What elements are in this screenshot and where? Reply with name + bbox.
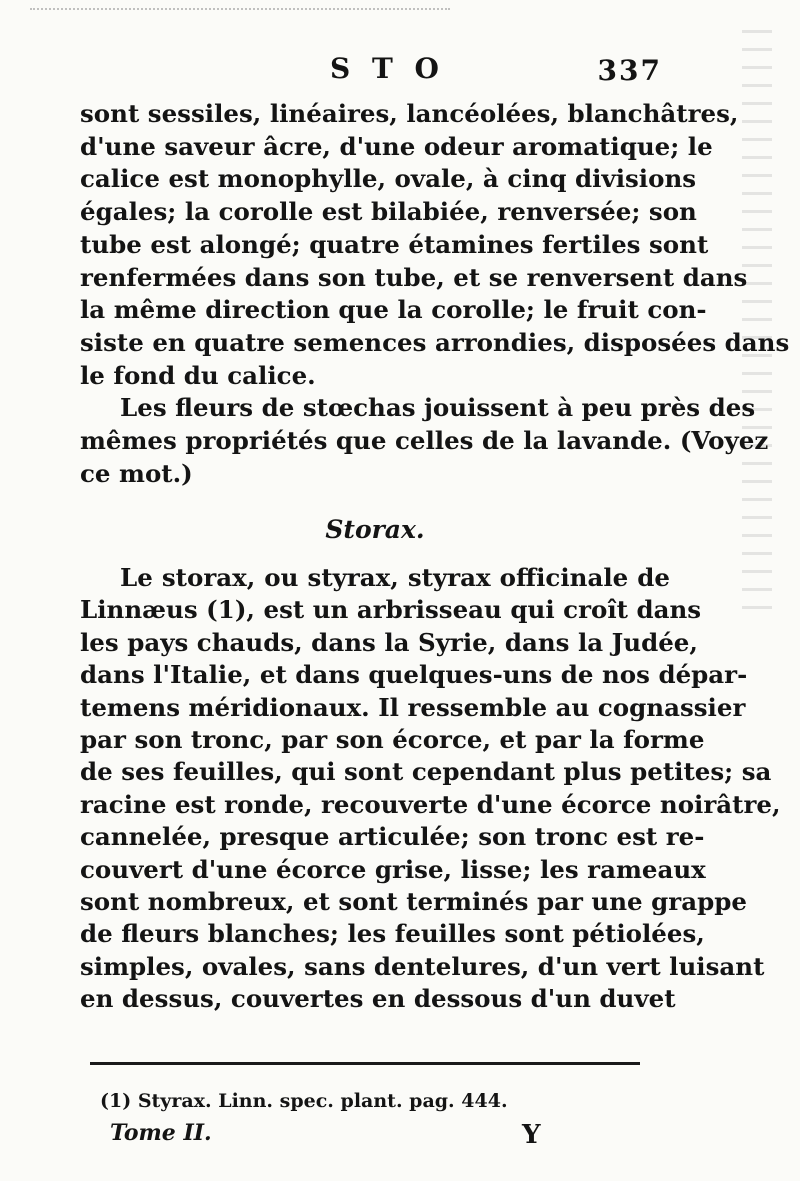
footnote-rule <box>90 1062 640 1065</box>
text-line: sont nombreux, et sont terminés par une grappe <box>80 887 747 917</box>
text-line: Les fleurs de stœchas jouissent à peu près des <box>120 393 756 423</box>
text-line: tube est alongé; quatre étamines fertiles sont <box>80 229 709 259</box>
text-line: le fond du calice. <box>80 360 316 390</box>
text-line: égales; la corolle est bilabiée, renversée; son <box>80 197 697 227</box>
scan-artifact-margin <box>742 30 772 610</box>
footnote: (1) Styrax. Linn. spec. plant. pag. 444. <box>100 1090 508 1112</box>
text-line: calice est monophylle, ovale, à cinq divisions <box>80 164 697 194</box>
text-line: siste en quatre semences arrondies, disposées dans <box>80 327 790 357</box>
text-block-storax <box>80 562 781 1016</box>
running-header <box>90 52 670 92</box>
page-number: 337 <box>597 54 662 87</box>
text-line: simples, ovales, sans dentelures, d'un vert luisant <box>80 951 765 981</box>
text-line: dans l'Italie, et dans quelques-uns de nos dépar- <box>80 660 748 690</box>
text-line: de fleurs blanches; les feuilles sont pétiolées, <box>80 919 705 949</box>
text-line: mêmes propriétés que celles de la lavande. (Voyez <box>80 426 769 456</box>
text-block-top <box>80 98 790 490</box>
text-line: la même direction que la corolle; le fruit con- <box>80 295 707 325</box>
printer-signature <box>110 1120 670 1150</box>
section-heading: Storax. <box>325 515 425 544</box>
text-line: temens méridionaux. Il ressemble au cognassier <box>80 692 746 722</box>
text-line: Le storax, ou styrax, styrax officinale de <box>120 563 670 592</box>
gathering-mark: Y <box>522 1120 541 1150</box>
text-line: couvert d'une écorce grise, lisse; les rameaux <box>80 854 706 884</box>
text-line: par son tronc, par son écorce, et par la forme <box>80 725 705 755</box>
text-line: d'une saveur âcre, d'une odeur aromatique; le <box>80 131 713 161</box>
text-line: Linnæus (1), est un arbrisseau qui croît dans <box>80 595 702 625</box>
text-line: renfermées dans son tube, et se renversent dans <box>80 262 748 292</box>
text-line: racine est ronde, recouverte d'une écorce noirâtre, <box>80 789 781 819</box>
scan-artifact-top <box>30 8 450 12</box>
text-line: de ses feuilles, qui sont cependant plus petites; sa <box>80 757 772 787</box>
text-line: ce mot.) <box>80 458 193 488</box>
text-line: sont sessiles, linéaires, lancéolées, blanchâtres, <box>80 99 739 128</box>
text-line: les pays chauds, dans la Syrie, dans la Judée, <box>80 627 698 657</box>
volume-label: Tome II. <box>110 1120 212 1146</box>
text-line: en dessus, couvertes en dessous d'un duvet <box>80 984 676 1014</box>
running-title: S T O <box>330 52 445 85</box>
text-line: cannelée, presque articulée; son tronc est re- <box>80 822 705 852</box>
